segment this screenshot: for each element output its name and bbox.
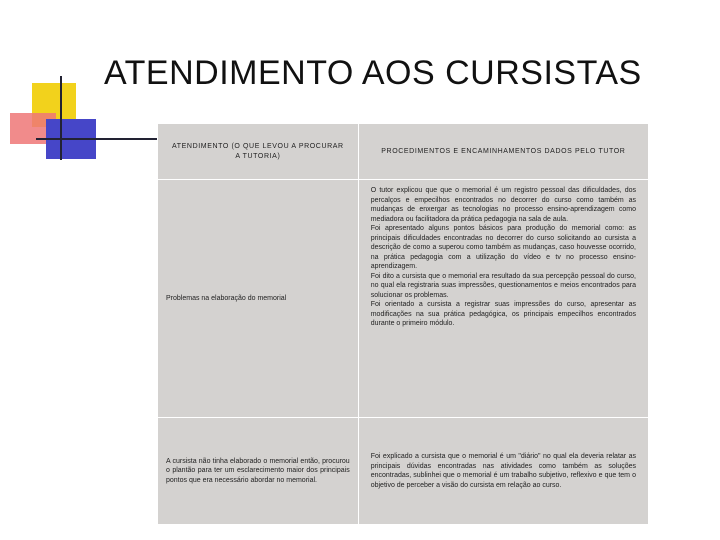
table-header-row bbox=[158, 124, 649, 180]
problem-cell: Problemas na elaboração do memorial bbox=[158, 180, 359, 418]
table-row bbox=[158, 418, 649, 525]
slide-title: ATENDIMENTO AOS CURSISTAS bbox=[104, 54, 642, 92]
procedure-paragraph: Foi dito a cursista que o memorial era resultado da sua percepção pessoal do curso, no qual ela registraria suas impressões, questionamentos e meios encontrados para solucionar os problemas. bbox=[370, 272, 636, 299]
header-attendance: ATENDIMENTO (O QUE LEVOU A PROCURAR A TUTORIA) bbox=[158, 124, 359, 180]
procedure-paragraph: Foi orientado a cursista a registrar suas impressões do curso, apresentar as modificações na sua prática pedagógica, os principais empecilhos encontrados durante o primeiro módulo. bbox=[370, 301, 636, 327]
table-row bbox=[158, 180, 649, 418]
procedure-paragraph: Foi explicado a cursista que o memorial é um "diário" no qual ela deveria relatar as principais dúvidas encontradas nas atividades como também as soluções encontradas, sublinhei que o memorial é um trabalho subjetivo, reflexivo e que tem o objetivo de perceber a visão do cursista em relação ao curso. bbox=[370, 453, 636, 489]
procedures-cell bbox=[358, 418, 648, 525]
decorative-horizontal-line bbox=[36, 138, 158, 140]
procedure-paragraph: O tutor explicou que que o memorial é um registro pessoal das dificuldades, dos percalços e empecilhos encontrados no decorrer do curso como também as mudanças de enxergar as tecnologias no processo ensino-aprendizagem como mediadora ou facilitadora da prática pedagogia na sala de aula. bbox=[370, 187, 636, 223]
decorative-vertical-line bbox=[60, 76, 62, 160]
attendance-table bbox=[157, 123, 649, 525]
problem-cell: A cursista não tinha elaborado o memorial então, procurou o plantão para ter um esclarecimento maior dos principais pontos que era necessário abordar no memorial. bbox=[158, 418, 359, 525]
header-procedures: PROCEDIMENTOS E ENCAMINHAMENTOS DADOS PELO TUTOR bbox=[358, 124, 648, 180]
procedures-cell bbox=[358, 180, 648, 418]
procedure-paragraph: Foi apresentado alguns pontos básicos para produção do memorial como: as principais dificuldades encontradas no decorrer do curso solicitando ao cursista a descrição de como a superou como também as mudanças, caso houvesse ocorrido, na prática pedagogia com a utilização do vídeo e tv no processo ensino-aprendizagem. bbox=[370, 225, 636, 270]
